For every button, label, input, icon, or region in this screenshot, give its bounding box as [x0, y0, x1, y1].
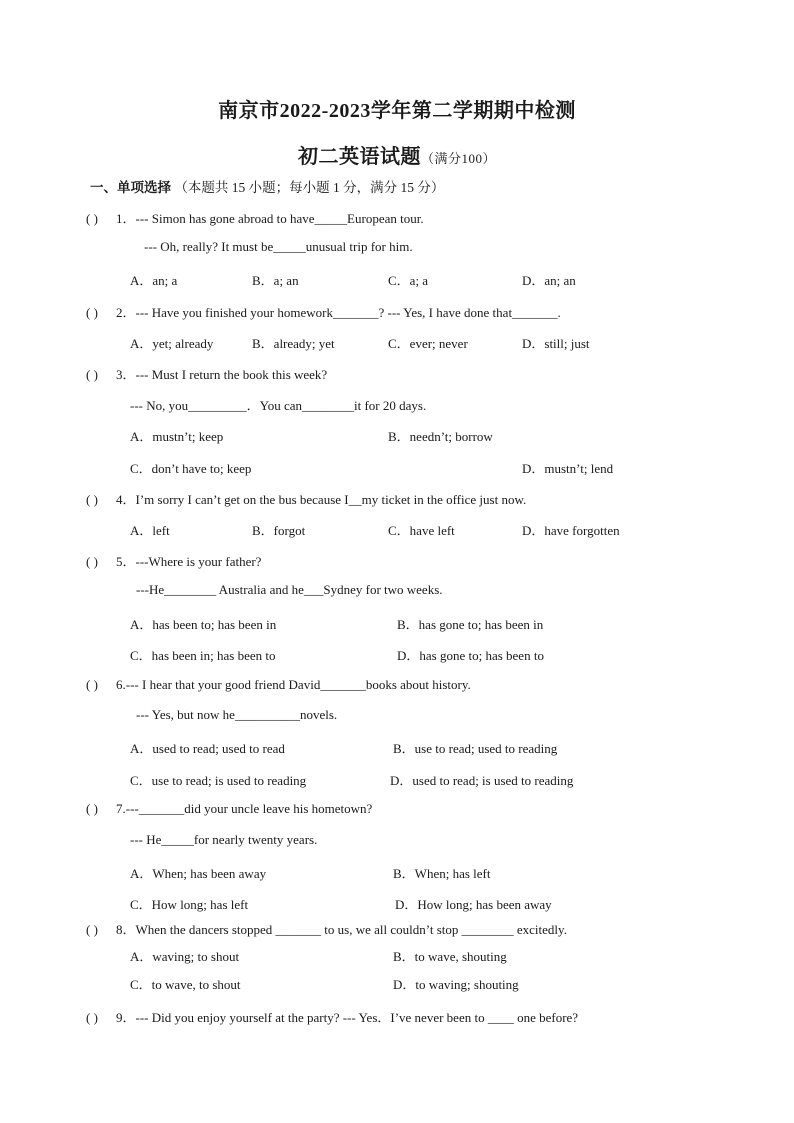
- subtitle-text: 初二英语试题: [297, 146, 421, 168]
- question-stem: 9．--- Did you enjoy yourself at the party? --- Yes．I’ve never been to ____ one before?: [116, 1010, 579, 1025]
- answer-blank[interactable]: ( ): [86, 492, 98, 507]
- option-a[interactable]: A．yet; already: [130, 336, 214, 351]
- answer-blank[interactable]: ( ): [86, 554, 98, 569]
- question-7: [86, 801, 372, 817]
- option-b[interactable]: B．to wave, shouting: [393, 949, 507, 964]
- section-title: 一、单项选择: [90, 180, 171, 195]
- question-3-stem-2: --- No, you_________．You can________it for 20 days.: [130, 398, 427, 413]
- answer-blank[interactable]: ( ): [86, 801, 98, 816]
- option-b[interactable]: B．has gone to; has been in: [397, 617, 544, 632]
- option-d[interactable]: D．have forgotten: [522, 523, 620, 538]
- option-b[interactable]: B．When; has left: [393, 866, 491, 881]
- option-b[interactable]: B．already; yet: [252, 336, 335, 351]
- page-subtitle: [0, 140, 794, 169]
- option-a[interactable]: A．mustn’t; keep: [130, 429, 224, 444]
- option-d[interactable]: D．mustn’t; lend: [522, 461, 614, 476]
- question-8: [86, 919, 567, 938]
- question-5: [86, 551, 261, 570]
- option-c[interactable]: C．to wave, to shout: [130, 977, 241, 992]
- option-b[interactable]: B．a; an: [252, 273, 299, 288]
- question-9: [86, 1007, 578, 1026]
- question-6-stem-2: --- Yes, but now he__________novels.: [136, 707, 338, 722]
- question-7-stem-2: --- He_____for nearly twenty years.: [130, 832, 318, 847]
- option-d[interactable]: D．an; an: [522, 273, 576, 288]
- option-d[interactable]: D．How long; has been away: [395, 897, 552, 912]
- question-3: [86, 364, 327, 383]
- option-a[interactable]: A．has been to; has been in: [130, 617, 277, 632]
- question-5-stem-2: ---He________ Australia and he___Sydney for two weeks.: [136, 582, 443, 597]
- page-title: 南京市2022-2023学年第二学期期中检测: [218, 100, 576, 122]
- option-a[interactable]: A．left: [130, 523, 170, 538]
- section-note: （本题共 15 小题；每小题 1 分，满分 15 分）: [174, 180, 445, 195]
- option-a[interactable]: A．used to read; used to read: [130, 741, 285, 756]
- option-d[interactable]: D．has gone to; has been to: [397, 648, 544, 663]
- question-1-stem-2: --- Oh, really? It must be_____unusual trip for him.: [144, 239, 413, 254]
- answer-blank[interactable]: ( ): [86, 1010, 98, 1025]
- question-stem: 6.--- I hear that your good friend David_______books about history.: [116, 677, 471, 692]
- option-b[interactable]: B．forgot: [252, 523, 306, 538]
- answer-blank[interactable]: ( ): [86, 367, 98, 382]
- answer-blank[interactable]: ( ): [86, 305, 98, 320]
- question-stem: 5．---Where is your father?: [116, 554, 262, 569]
- question-stem: 7.---_______did your uncle leave his hometown?: [116, 801, 373, 816]
- option-a[interactable]: A．an; a: [130, 273, 178, 288]
- question-stem: 1．--- Simon has gone abroad to have_____European tour.: [116, 211, 424, 226]
- option-c[interactable]: C．has been in; has been to: [130, 648, 276, 663]
- option-b[interactable]: B．use to read; used to reading: [393, 741, 558, 756]
- answer-blank[interactable]: ( ): [86, 211, 98, 226]
- section-heading: [90, 176, 444, 196]
- option-d[interactable]: D．to waving; shouting: [393, 977, 519, 992]
- question-stem: 4．I’m sorry I can’t get on the bus because I__my ticket in the office just now.: [116, 492, 527, 507]
- answer-blank[interactable]: ( ): [86, 677, 98, 692]
- option-b[interactable]: B．needn’t; borrow: [388, 429, 493, 444]
- question-4: [86, 489, 526, 508]
- option-c[interactable]: C．have left: [388, 523, 455, 538]
- option-c[interactable]: C．don’t have to; keep: [130, 461, 252, 476]
- question-1: [86, 208, 424, 227]
- option-c[interactable]: C．a; a: [388, 273, 429, 288]
- subtitle-note: （满分100）: [420, 151, 496, 166]
- option-a[interactable]: A．When; has been away: [130, 866, 267, 881]
- question-2: [86, 302, 561, 321]
- question-6: [86, 677, 471, 693]
- option-c[interactable]: C．ever; never: [388, 336, 468, 351]
- option-a[interactable]: A．waving; to shout: [130, 949, 240, 964]
- question-stem: 3．--- Must I return the book this week?: [116, 367, 328, 382]
- option-c[interactable]: C．How long; has left: [130, 897, 249, 912]
- option-d[interactable]: D．used to read; is used to reading: [390, 773, 574, 788]
- question-stem: 8．When the dancers stopped _______ to us, we all couldn’t stop ________ excitedly.: [116, 922, 567, 937]
- answer-blank[interactable]: ( ): [86, 922, 98, 937]
- question-stem: 2．--- Have you finished your homework_______? --- Yes, I have done that_______.: [116, 305, 561, 320]
- option-c[interactable]: C．use to read; is used to reading: [130, 773, 307, 788]
- option-d[interactable]: D．still; just: [522, 336, 590, 351]
